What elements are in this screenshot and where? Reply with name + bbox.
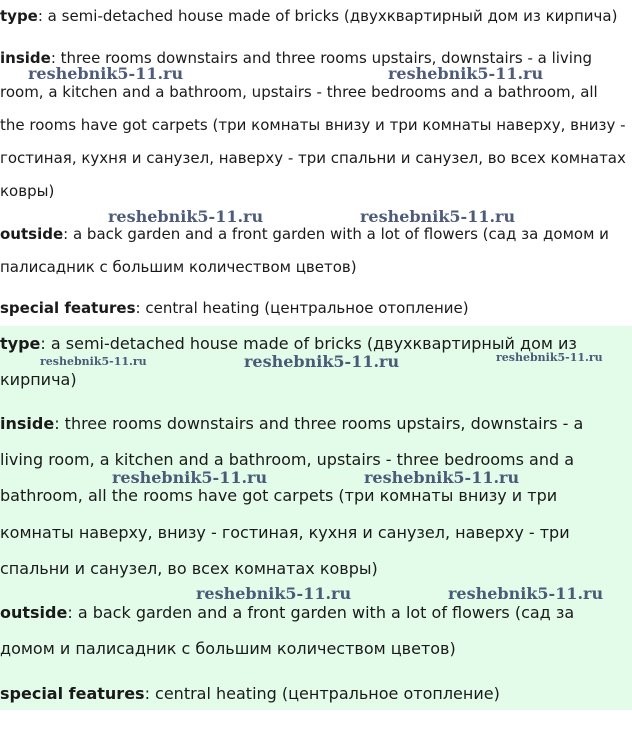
special-features-term: special features — [0, 299, 136, 317]
inside-term: inside — [0, 414, 55, 433]
outside-text-line: : a back garden and a front garden with a lot of flowers (сад за домом и — [63, 225, 609, 243]
outside-term: outside — [0, 225, 64, 243]
inside-text-line: : three rooms downstairs and three rooms upstairs, downstairs - a — [54, 414, 584, 433]
watermark: reshebnik5-11.ru — [360, 207, 516, 226]
inside-text-line: living room, a kitchen and a bathroom, upstairs - three bedrooms and a — [0, 450, 575, 469]
special-features-term: special features — [0, 684, 145, 703]
watermark: reshebnik5-11.ru — [448, 584, 604, 603]
watermark: reshebnik5-11.ru — [196, 584, 352, 603]
inside-text-line: гостиная, кухня и санузел, наверху - три спальни и санузел, во всех комнатах — [0, 149, 626, 167]
type-term: type — [0, 7, 38, 25]
inside-term: inside — [0, 49, 51, 67]
watermark: reshebnik5-11.ru — [244, 352, 400, 371]
outside-text-line: домом и палисадник с большим количеством цветов) — [0, 639, 456, 658]
special-features-entry — [0, 292, 469, 326]
outside-entry — [0, 218, 609, 252]
type-text-line: : a semi-detached house made of bricks (двухквартирный дом из — [40, 334, 577, 353]
description-block-1 — [0, 0, 632, 326]
watermark: reshebnik5-11.ru — [496, 351, 603, 364]
special-features-entry — [0, 676, 500, 712]
watermark: reshebnik5-11.ru — [112, 468, 268, 487]
inside-text-line: the rooms have got carpets (три комнаты внизу и три комнаты наверху, внизу - — [0, 116, 626, 134]
inside-text-line: bathroom, all the rooms have got carpets (три комнаты внизу и три — [0, 486, 558, 505]
special-features-text-line: : central heating (центральное отопление) — [144, 684, 500, 703]
special-features-text-line: : central heating (центральное отопление) — [135, 299, 469, 317]
watermark: reshebnik5-11.ru — [364, 468, 520, 487]
inside-text-line: ковры) — [0, 182, 55, 200]
type-text-line: : a semi-detached house made of bricks (двухквартирный дом из кирпича) — [37, 7, 618, 25]
inside-text-line: room, a kitchen and a bathroom, upstairs - three bedrooms and a bathroom, all — [0, 83, 598, 101]
watermark: reshebnik5-11.ru — [28, 64, 184, 83]
outside-text-line: палисадник с большим количеством цветов) — [0, 258, 357, 276]
inside-text-line: : three rooms downstairs and three rooms upstairs, downstairs - a living — [50, 49, 593, 67]
outside-text-line: : a back garden and a front garden with a lot of flowers (сад за — [67, 603, 575, 622]
watermark: reshebnik5-11.ru — [40, 355, 147, 368]
inside-text-line: спальни и санузел, во всех комнатах ковры) — [0, 559, 378, 578]
inside-text-line: комнаты наверху, внизу - гостиная, кухня и санузел, наверху - три — [0, 523, 570, 542]
type-text-line: кирпича) — [0, 370, 77, 389]
type-term: type — [0, 334, 41, 353]
inside-entry — [0, 406, 583, 442]
watermark: reshebnik5-11.ru — [108, 207, 264, 226]
watermark: reshebnik5-11.ru — [388, 64, 544, 83]
type-entry — [0, 0, 617, 34]
outside-term: outside — [0, 603, 68, 622]
description-block-2 — [0, 326, 632, 710]
